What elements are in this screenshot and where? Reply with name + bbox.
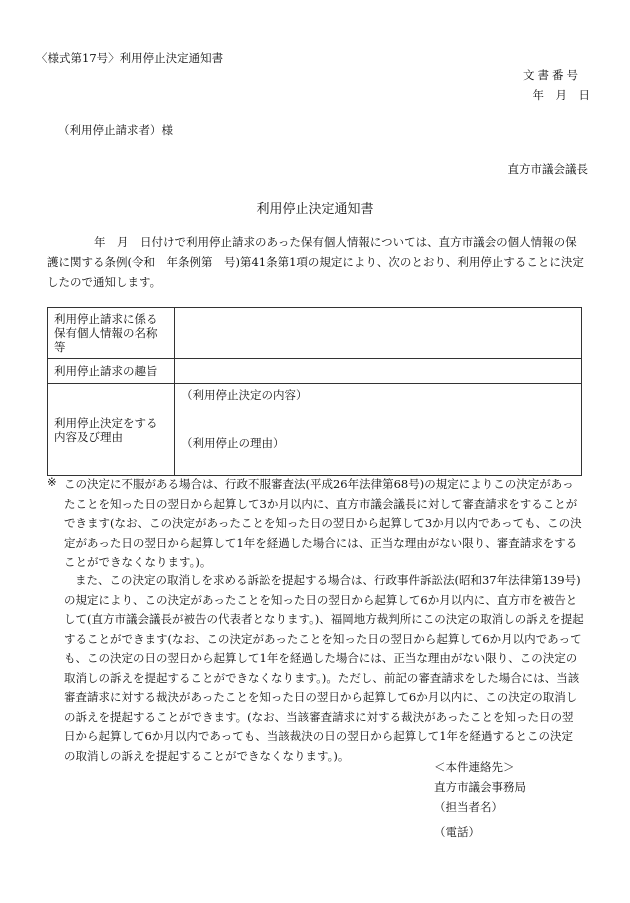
form-number: 〈様式第17号〉利用停止決定通知書 <box>36 51 224 65</box>
document-title: 利用停止決定通知書 <box>256 202 374 217</box>
table-row <box>48 308 582 359</box>
decision-content-label: （利用停止決定の内容） <box>181 388 308 402</box>
table-row <box>48 384 582 476</box>
contact-heading: ＜本件連絡先＞ <box>434 760 515 774</box>
row-label-info-name: 利用停止請求に係る保有個人情報の名称等 <box>48 308 175 359</box>
row-value-info-name <box>175 308 582 359</box>
lawsuit-note-paragraph: また、この決定の取消しを求める訴訟を提起する場合は、行政事件訴訟法(昭和37年法律第139号)の規定により、この決定があったことを知った日の翌日から起算して6か月以内に、直方市を被告として(直方市議会議長が被告の代表者となります。)、福岡地方裁判所にこの決定の取消しの訴えを提起することができます(なお、この決定があったことを知った日の翌日から起算して6か月以内であっても、この決定の日の翌日から起算して1年を経過した場合には、正当な理由がない限り、この決定の取消しの訴えを提起することができなくなります。)。ただし、前記の審査請求をした場合には、当該審査請求に対する裁決があったことを知った日の翌日から起算して6か月以内に、この決定の取消しの訴えを提起することができます。(なお、当該審査請求に対する裁決があったことを知った日の翌日から起算して6か月以内であっても、当該裁決の日の翌日から起算して1年を経過するとこの決定の取消しの訴えを提起することができなくなります。)。 <box>64 573 584 763</box>
decision-table <box>47 307 582 476</box>
row-label-decision-reason: 利用停止決定をする内容及び理由 <box>48 384 175 476</box>
contact-person: （担当者名） <box>434 800 503 814</box>
row-label-request-purpose: 利用停止請求の趣旨 <box>48 359 175 384</box>
contact-office: 直方市議会事務局 <box>434 780 526 794</box>
contact-phone: （電話） <box>434 825 480 839</box>
document-number: 文書番号 <box>523 68 581 82</box>
sender-name: 直方市議会議長 <box>507 162 588 176</box>
row-value-decision-reason <box>175 384 582 476</box>
issue-date: 年 月 日 <box>532 88 590 102</box>
appeal-note-paragraph: この決定に不服がある場合は、行政不服審査法(平成26年法律第68号)の規定によりこの決定があったことを知った日の翌日から起算して3か月以内に、直方市議会議長に対して審査請求をすることができます(なお、この決定があったことを知った日の翌日から起算して3か月以内であっても、この決定があった日の翌日から起算して1年を経過した場合には、正当な理由がない限り、審査請求をすることができなくなります。)。 <box>64 477 582 569</box>
decision-reason-label: （利用停止の理由） <box>181 436 285 450</box>
requester-name: （利用停止請求者）様 <box>58 123 173 137</box>
intro-paragraph: 年 月 日付けで利用停止請求のあった保有個人情報については、直方市議会の個人情報の保護に関する条例(令和 年条例第 号)第41条第1項の規定により、次のとおり、利用停止することに決定したので通知します。 <box>47 235 584 289</box>
note-mark: ※ <box>47 475 57 489</box>
row-value-request-purpose <box>175 359 582 384</box>
table-row <box>48 359 582 384</box>
